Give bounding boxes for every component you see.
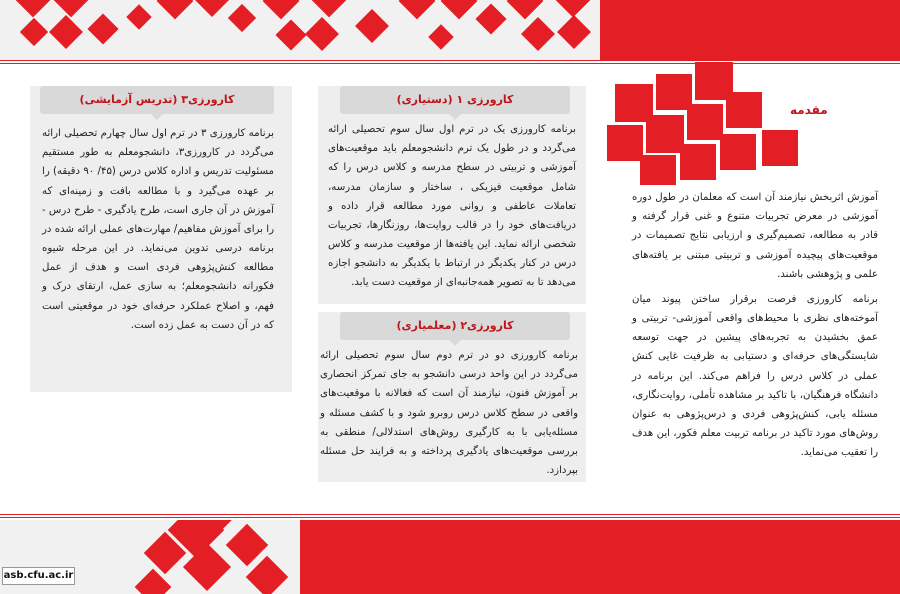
top-decor-band bbox=[0, 0, 900, 60]
intro-paragraph-1: آموزش اثربخش نیازمند آن است که معلمان در طول دوره آموزشی در معرض تجربیات متنوع و غنی قرار گرفته و قادر به مطالعه، تصمیم‌گیری و ارزیابی نتایج تصمیمات در موقعیت‌های پیچیده آموزشی و تربیتی مبتنی بر یافته‌های علمی و پژوهشی باشند. bbox=[632, 192, 878, 280]
k2-header: کارورزی۲ (معلمیاری) bbox=[340, 312, 570, 340]
k2-text: برنامه کارورزی دو در ترم دوم سال سوم تحصیلی ارائه می‌گردد در این واحد درسی دانشجو به جای تمرکز انحصاری بر آموزش فنون، نیازمند آن است که فعالانه با موقعیت‌های واقعی در سطح کلاس درس روبرو شود و با کشف مسئله و مسئله‌یابی با به کارگیری روش‌های استدلالی/ منطقی به بررسی موقعیت‌های یادگیری پرداخته و به فرایند حل مسئله بپردازد. bbox=[320, 350, 578, 477]
intro-text bbox=[632, 188, 878, 462]
k1-header: کارورزی ۱ (دستیاری) bbox=[340, 86, 570, 114]
intro-title: مقدمه bbox=[790, 103, 828, 117]
k3-text: برنامه کارورزی ۳ در ترم اول سال چهارم تحصیلی ارائه می‌گردد در کارورزی۳، دانشجومعلم به طور مستقیم مسئولیت تدریس و اداره کلاس درس (۴۵/ ۹۰ دقیقه) را بر عهده می‌گیرد و با مطالعه بافت و زمینه‌ای که آموزش در آن جاری است، طرح یادگیری - طرح درس - را برای آموزش مفاهیم/ مهارت‌های عملی ارائه شده در برنامه درسی تدوین می‌نماید. در این مرحله شیوه مطالعه کنش‌پژوهی فردی است و هدف از عمل فکورانه دانشجومعلم؛ به سازی عمل، ارتقای درک و فهم، و اصلاح عملکرد حرفه‌ای خود در موقعیتی است که در آن دست به عمل زده است. bbox=[42, 128, 274, 331]
intro-paragraph-2: برنامه کارورزی فرصت برقرار ساختن پیوند میان آموخته‌های نظری با محیط‌های واقعی آموزشی- تربیتی و عمق بخشیدن به تجربه‌های پیشین در جهت توسعه شایستگی‌های حرفه‌ای و دستیابی به ظرفیت غایی کنش عملی در کلاس درس را فراهم می‌کند. این برنامه در دانشگاه فرهنگیان، با تاکید بر مشاهده تأملی، روایت‌نگاری، مسئله یابی، کنش‌پژوهی فردی و درس‌پژوهی به عنوان روش‌های مورد تاکید در برنامه تربیت معلم فکور، این هدف را تعقیب می‌نماید. bbox=[632, 293, 878, 459]
website-link[interactable]: asb.cfu.ac.ir bbox=[2, 567, 75, 585]
k3-header: کارورزی۳ (تدریس آزمایشی) bbox=[40, 86, 274, 114]
bottom-decor-band bbox=[0, 520, 900, 594]
top-stripes bbox=[0, 60, 900, 66]
k1-text: برنامه کارورزی یک در ترم اول سال سوم تحصیلی ارائه می‌گردد و در طول یک ترم دانشجومعلم باید موقعیت‌های آموزشی و تربیتی در سطح مدرسه و کلاس درس را که شامل موقعیت فیزیکی ، ساختار و سازمان مدرسه، تعاملات عاطفی و روانی مورد مطالعه قرار داده و دریافت‌های خود را در قالب روایت‌ها، روزنگارها، تجربیات شخصی ارائه نماید. این یافته‌ها از موقعیت مدرسه و کلاس درس در کنار یکدیگر در ارتباط با یکدیگر به دانشجو اجازه می‌دهد تا به تصویر همه‌جانبه‌ای از موقعیت دست یابد. bbox=[328, 124, 576, 289]
